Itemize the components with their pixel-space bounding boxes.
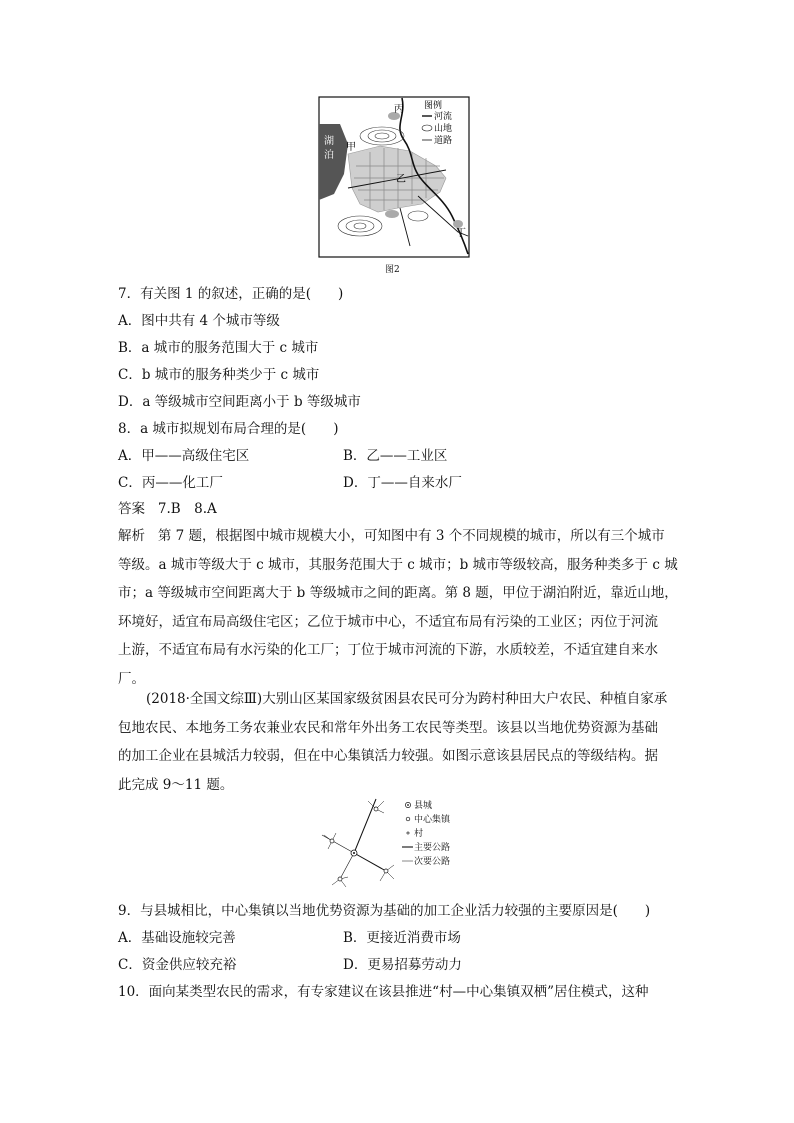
answer-line	[118, 500, 217, 518]
svg-text:泊: 泊	[324, 150, 334, 161]
svg-text:村: 村	[414, 829, 424, 839]
question-8-stem: 8．a 城市拟规划布局合理的是( )	[118, 421, 339, 437]
svg-text:主要公路: 主要公路	[414, 843, 451, 853]
analysis-line-2: 等级。a 城市等级大于 c 城市，其服务范围大于 c 城市；b 城市等级较高，服务种类多于 c 城	[118, 556, 678, 573]
figure-2-caption: 图2	[385, 265, 400, 275]
question-9-option-b: B．更接近消费市场	[343, 930, 461, 946]
analysis-line-1: 解析 第 7 题，根据图中城市规模大小，可知图中有 3 个不同规模的城市，所以有三个城市	[118, 528, 665, 544]
place-yi: 乙	[396, 174, 406, 185]
figure-3-legend	[402, 799, 451, 867]
intro-line-1: (2018·全国文综Ⅲ)大别山区某国家级贫困县农民可分为跨村种田大户农民、种植自家承	[146, 691, 668, 707]
analysis-paragraph	[118, 522, 678, 694]
intro-line-2: 包地农民、本地务工务农兼业农民和常年外出务工农民等类型。该县以当地优势资源为基础	[118, 719, 658, 736]
answer-text: 7.B 8.A	[157, 501, 217, 517]
svg-text:中心集镇: 中心集镇	[414, 815, 451, 825]
svg-text:河流: 河流	[434, 112, 453, 122]
svg-text:县城: 县城	[414, 801, 433, 811]
lake-label: 湖	[324, 136, 334, 147]
answer-label: 答案	[118, 501, 145, 517]
analysis-label: 解析	[118, 528, 145, 544]
question-7-option-c: C．b 城市的服务种类少于 c 城市	[118, 367, 320, 383]
question-10-stem: 10．面向某类型农民的需求，有专家建议在该县推进“村—中心集镇双栖”居住模式，这种	[118, 984, 649, 1000]
place-bing: 丙	[394, 104, 404, 115]
analysis-line-5: 上游，不适宜布局有水污染的化工厂；丁位于城市河流的下游，水质较差，不适宜建自来水	[118, 642, 658, 659]
intro-line-4: 此完成 9～11 题。	[118, 776, 234, 793]
svg-text:道路: 道路	[434, 136, 453, 146]
intro-paragraph	[118, 685, 678, 799]
question-7-stem: 7．有关图 1 的叙述，正确的是( )	[118, 286, 344, 302]
svg-text:图例: 图例	[424, 101, 443, 111]
place-ding: 丁	[456, 228, 466, 239]
question-7-option-b: B．a 城市的服务范围大于 c 城市	[118, 340, 319, 356]
intro-line-3: 的加工企业在县城活力较弱，但在中心集镇活力较强。如图示意该县居民点的等级结构。据	[118, 748, 658, 765]
question-8-option-b: B．乙——工业区	[343, 448, 448, 464]
question-9-option-d: D．更易招募劳动力	[343, 957, 462, 973]
place-jia: 甲	[346, 142, 356, 153]
analysis-line-6: 厂。	[118, 670, 145, 687]
question-9-option-c: C．资金供应较充裕	[118, 957, 237, 973]
figure-3-hierarchy	[318, 795, 478, 895]
question-8-option-c: C．丙——化工厂	[118, 475, 223, 491]
question-7-option-a: A．图中共有 4 个城市等级	[118, 313, 280, 329]
question-9-option-a: A．基础设施较完善	[118, 930, 236, 946]
analysis-line-3: 市；a 等级城市空间距离大于 b 等级城市之间的距离。第 8 题，甲位于湖泊附近，靠近山地，	[118, 585, 678, 602]
svg-text:次要公路: 次要公路	[414, 857, 451, 867]
figure-2-map	[318, 96, 470, 262]
question-8-option-d: D．丁——自来水厂	[343, 475, 462, 491]
question-9-stem: 9．与县城相比，中心集镇以当地优势资源为基础的加工企业活力较强的主要原因是( )	[118, 903, 651, 919]
svg-text:山地: 山地	[434, 124, 453, 134]
analysis-line-4: 环境好，适宜布局高级住宅区；乙位于城市中心，不适宜布局有污染的工业区；丙位于河流	[118, 613, 658, 630]
question-7-option-d: D．a 等级城市空间距离小于 b 等级城市	[118, 394, 361, 410]
question-8-option-a: A．甲——高级住宅区	[118, 448, 250, 464]
